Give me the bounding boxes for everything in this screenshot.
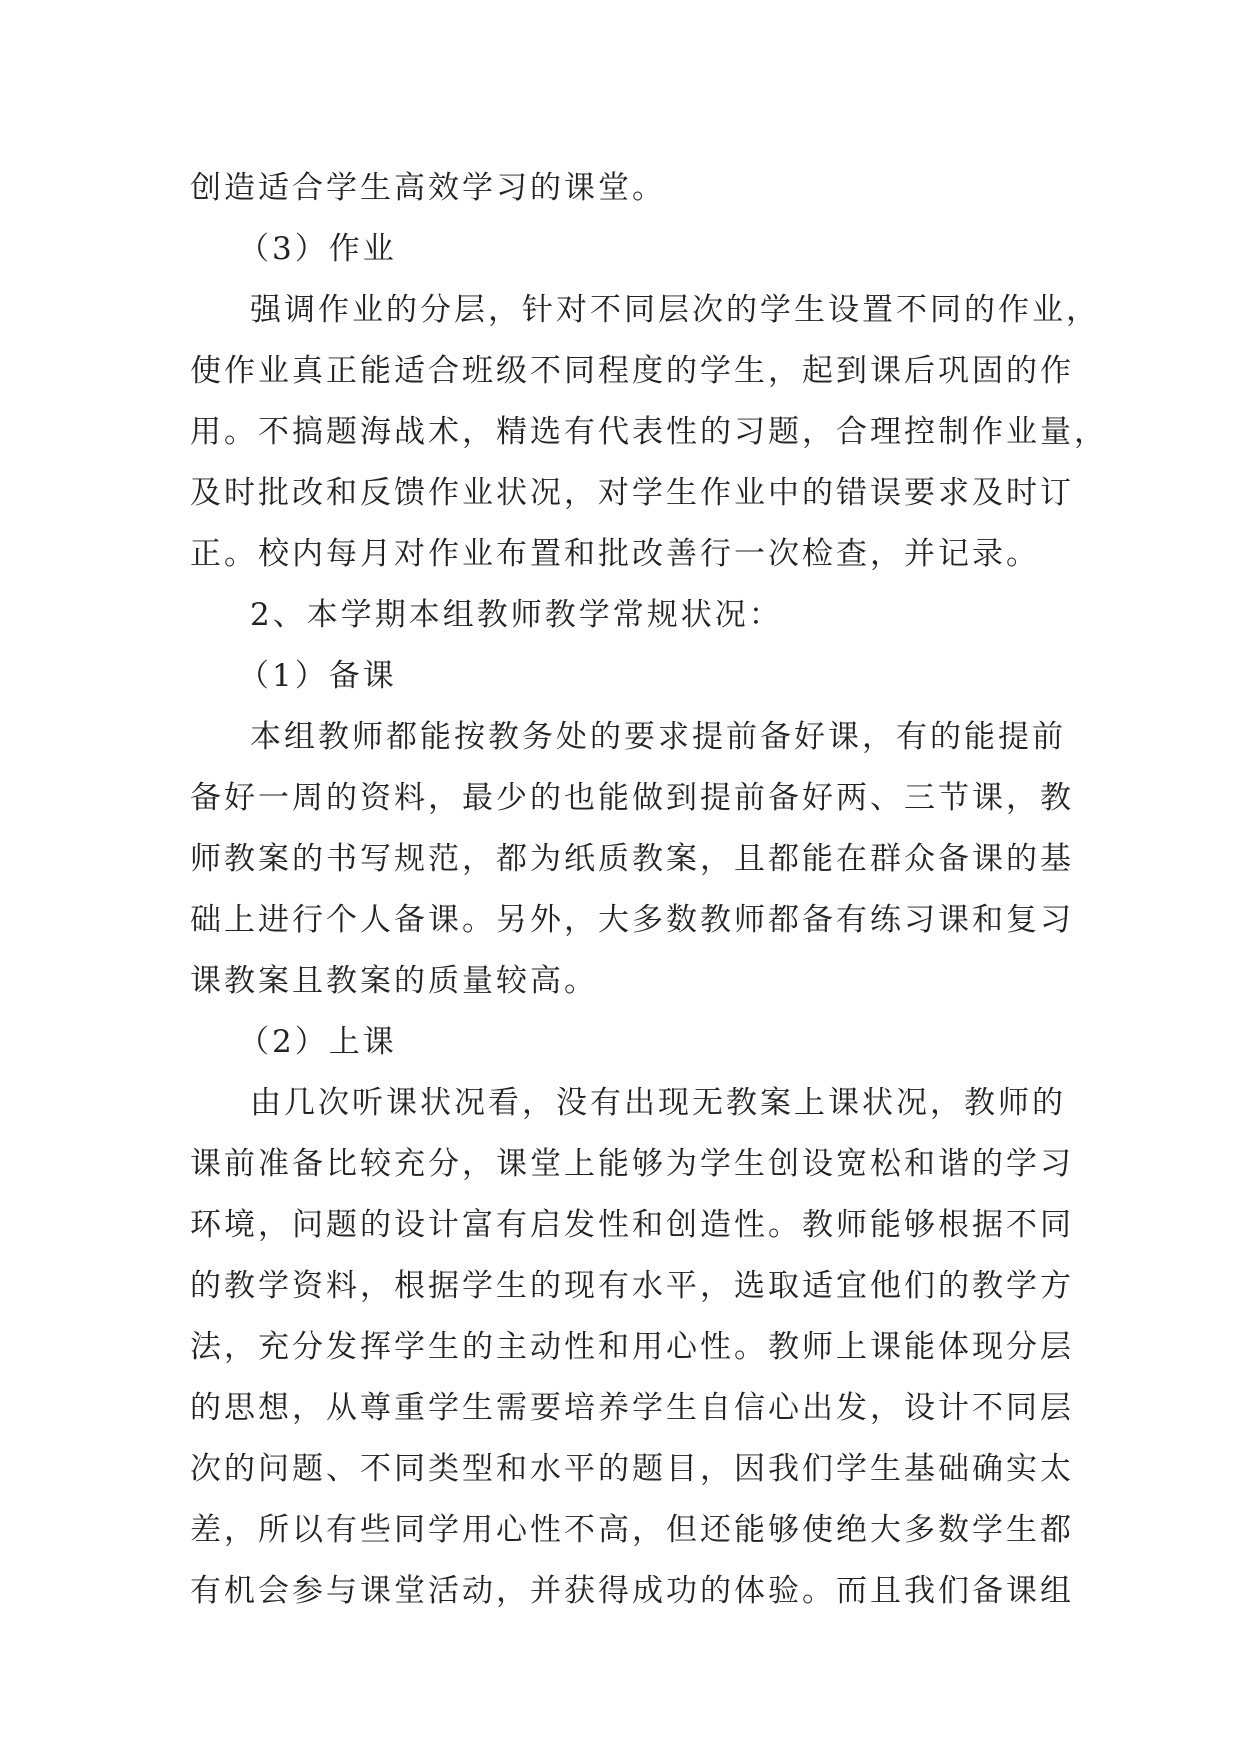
- text-line: 创造适合学生高效学习的课堂。: [190, 170, 666, 206]
- text-line: 强调作业的分层，针对不同层次的学生设置不同的作业，: [250, 292, 1100, 328]
- text-line: 次的问题、不同类型和水平的题目，因我们学生基础确实太: [190, 1451, 1074, 1487]
- text-line: 课前准备比较充分，课堂上能够为学生创设宽松和谐的学习: [190, 1146, 1074, 1182]
- text-line: 正。校内每月对作业布置和批改善行一次检查，并记录。: [190, 536, 1040, 572]
- section-heading-homework: （3）作业: [238, 231, 397, 267]
- text-line: 础上进行个人备课。另外，大多数教师都备有练习课和复习: [190, 902, 1074, 938]
- text-line: 备好一周的资料，最少的也能做到提前备好两、三节课，教: [190, 780, 1074, 816]
- text-line: 使作业真正能适合班级不同程度的学生，起到课后巩固的作: [190, 353, 1074, 389]
- text-line: 用。不搞题海战术，精选有代表性的习题，合理控制作业量，: [190, 414, 1108, 450]
- text-line: 差，所以有些同学用心性不高，但还能够使绝大多数学生都: [190, 1512, 1074, 1548]
- section-heading-routine: 2、本学期本组教师教学常规状况：: [250, 597, 783, 633]
- section-heading-lesson-prep: （1）备课: [238, 658, 397, 694]
- text-line: 的思想，从尊重学生需要培养学生自信心出发，设计不同层: [190, 1390, 1074, 1426]
- text-line: 及时批改和反馈作业状况，对学生作业中的错误要求及时订: [190, 475, 1074, 511]
- text-line: 由几次听课状况看，没有出现无教案上课状况，教师的: [250, 1085, 1066, 1121]
- text-line: 课教案且教案的质量较高。: [190, 963, 598, 999]
- section-heading-teaching: （2）上课: [238, 1024, 397, 1060]
- text-line: 本组教师都能按教务处的要求提前备好课，有的能提前: [250, 719, 1066, 755]
- text-line: 的教学资料，根据学生的现有水平，选取适宜他们的教学方: [190, 1268, 1074, 1304]
- text-line: 师教案的书写规范，都为纸质教案，且都能在群众备课的基: [190, 841, 1074, 877]
- text-line: 环境，问题的设计富有启发性和创造性。教师能够根据不同: [190, 1207, 1074, 1243]
- text-line: 法，充分发挥学生的主动性和用心性。教师上课能体现分层: [190, 1329, 1074, 1365]
- text-line: 有机会参与课堂活动，并获得成功的体验。而且我们备课组: [190, 1573, 1074, 1609]
- body-text: [190, 158, 1108, 1622]
